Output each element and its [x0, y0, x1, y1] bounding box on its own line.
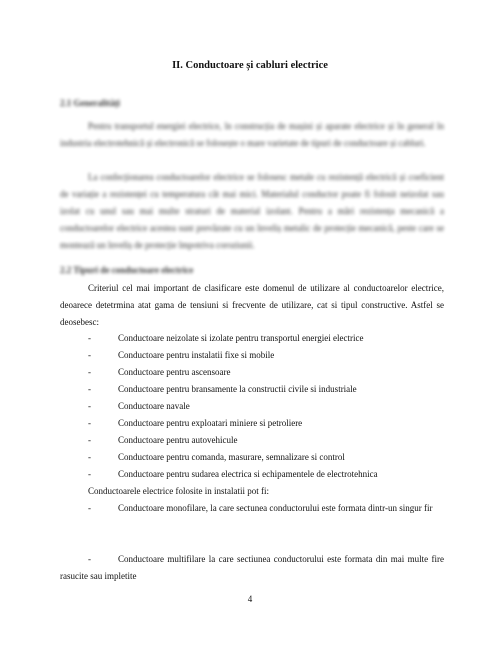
blurred-paragraph-2: La confecționarea conductoarelor electrice se folosesc metale cu rezistență electrică și coeficient de variație a rezistenței cu temperatura cât mai mici. Materialul conductor poate fi folosit neizolat sau izolat cu unul sau mai multe straturi de material izolant. Pentru a mări rezistența mecanică a conductoarelor electrice acestea sunt prevăzute cu un înveliș metalic de protecție mecanică, peste care se montează un înveliș de protecție împotriva coroziunii. [60, 172, 444, 250]
list-item-text: Conductoare pentru sudarea electrica si echipamentele de electrotehnica [118, 469, 378, 479]
list-marker: - [88, 503, 91, 513]
list-item [60, 432, 450, 449]
installation-type-item [60, 500, 444, 517]
list-item-text: Conductoare pentru instalatii fixe si mobile [118, 350, 275, 360]
blurred-paragraph-1: Pentru transportul energiei electrice, în construcția de mașini și aparate electrice și în general în industria electrotehnică și electronică se folosește o mare varietate de tipuri de conductoare și cabluri. [60, 121, 444, 148]
list-marker: - [88, 350, 91, 360]
list-item [60, 364, 450, 381]
list-item [60, 398, 450, 415]
conductor-types-list [60, 330, 450, 483]
list-item-text: Conductoare pentru ascensoare [118, 367, 231, 377]
list-item [60, 347, 450, 364]
list-marker: - [88, 418, 91, 428]
list-item-text: Conductoare navale [118, 401, 190, 411]
list-marker: - [88, 554, 91, 564]
list-item-text: Conductoare pentru autovehicule [118, 435, 238, 445]
list-item [60, 330, 450, 347]
list-marker: - [88, 469, 91, 479]
list-marker: - [88, 401, 91, 411]
list-marker: - [88, 367, 91, 377]
installations-intro: Conductoarele electrice folosite in instalatii pot fi: [88, 486, 269, 496]
list-item [60, 466, 450, 483]
list-item [60, 449, 450, 466]
document-title: II. Conductoare și cabluri electrice [172, 60, 328, 71]
list-marker: - [88, 452, 91, 462]
list-marker: - [88, 333, 91, 343]
intro-paragraph: Criteriul cel mai important de clasificare este domenul de utilizare al conductoarelor electrice, deoarece detetrmina atat gama de tensiuni si frecvente de utilizare, cat si tipul constructive. Astfel se deosebesc: [60, 283, 444, 327]
list-item-text: Conductoare neizolate si izolate pentru transportul energiei electrice [118, 333, 364, 343]
installation-type-text: Conductoare multifilare la care sectiunea conductorului este formata din mai multe fire rasucite sau impletite [60, 554, 444, 581]
list-marker: - [88, 384, 91, 394]
list-item-text: Conductoare pentru bransamente la constructii civile si industriale [118, 384, 357, 394]
list-item [60, 381, 450, 398]
list-item-text: Conductoare pentru exploatari miniere si petroliere [118, 418, 303, 428]
installation-type-item [60, 551, 444, 585]
list-item-text: Conductoare pentru comanda, masurare, semnalizare si control [118, 452, 345, 462]
page-number: 4 [247, 594, 253, 604]
section-heading-conductor-types: 2.2 Tipuri de conductoare electrice [60, 265, 194, 275]
list-item [60, 415, 450, 432]
list-marker: - [88, 435, 91, 445]
section-heading-generalities: 2.1 Generalități [60, 98, 120, 108]
installation-type-text: Conductoare monofilare, la care sectunea conductorului este formata dintr-un singur fir [118, 503, 433, 513]
